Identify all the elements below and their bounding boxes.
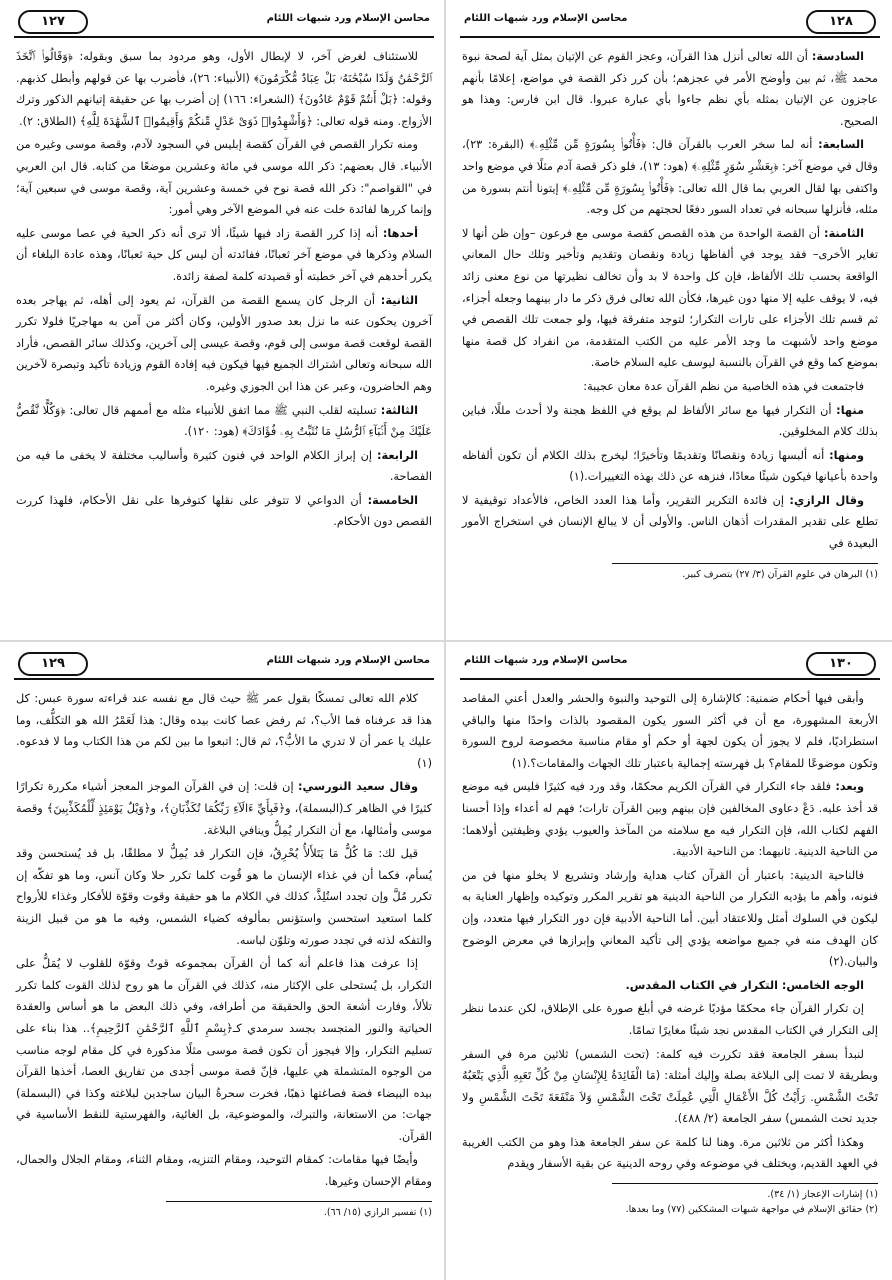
horizontal-divider [0,640,892,642]
paragraph-label: السابعة: [818,138,864,152]
paragraph-label: الخامسة: [367,493,418,507]
paragraph-label: ومنها: [829,448,864,462]
paragraph-label: الثامنة: [824,226,864,240]
running-head-title: محاسن الإسلام ورد شبهات اللئام [464,655,628,666]
paragraph-text: إن فائدة التكرير التقرير، وأما هذا العدد الخاص، فالأعداد توقيفية لا تطلع على تقدير المقدرات أذهان الناس. والأولى أن لا يبالغ الإنسان في استخراج الأمور البعيدة في [462,493,878,551]
page-127 [6,6,442,638]
paragraph [462,776,878,862]
page-number-badge: ١٣٠ [806,652,876,676]
paragraph-text: لنبدأ بسفر الجامعة فقد تكررت فيه كلمة: (تحت الشمس) ثلاثين مرة في السفر وبطريقة لا تمت إلى البلاغة بصلة وإليك أمثلة: (مَا الْفَائِدَةُ لِلإِنْسَانِ مِنْ كُلِّ تَعَبِهِ الَّذِي يَتْعَبُهُ تَحْتَ الشَّمْسِ. رَأَيْتُ كُلَّ الأَعْمَالِ الَّتِي عُمِلَتْ تَحْتَ الشَّمْسِ وَلاَ مَنْفَعَةَ تَحْتَ الشَّمْسِ ولا جديد تحت الشمس) سفر الجامعة (٢/ ٤٨٨). [462,1047,878,1126]
paragraph [16,400,432,443]
footnote-divider [612,1183,878,1184]
footnote: (١) تفسير الرازي (١٥/ ٦٦). [323,1206,432,1218]
page-130 [452,648,888,1280]
paragraph-text: فالناحية الدينية: باعتبار أن القرآن كتاب هداية وإرشاد وتشريع لا يخلو منها فن من فنونه، وأهم ما يؤديه التكرار من الناحية الدينية هو تقرير المكرر وتوكيده وإظهار العناية به ليكون في السلوك أمثل وللاعتقاد أبين. أما الناحية الأدبية فإن دور التكرار فيها متعدد، وإن كان الهدف منه في جميع مواضعه يؤدي إلى تأكيد المعاني وإبرازها في معرض الوضوح والبيان.(٢) [462,868,878,969]
page-header [14,10,434,38]
paragraph-label: السادسة: [811,50,864,63]
paragraph-label: وقال الرازي: [789,493,864,507]
paragraph-label: الثانية: [380,293,418,307]
page-128 [452,6,888,638]
running-head-title: محاسن الإسلام ورد شبهات اللئام [266,13,430,24]
paragraph [462,445,878,488]
paragraph [16,490,432,533]
paragraph-text: ومنه تكرار القصص في القرآن كقصة إبليس في السجود لآدم، وقصة موسى وغيره من الأنبياء. قال بعضهم: ذكر الله موسى في مائة وعشرين موضعًا من كتابه. قال ابن العربي في "القواصم": ذكر الله قصة نوح في خمسة وعشرين آية، وقصة موسى في سبعين آية؛ وإنما كررها لفائدة خلت عنه في الموضع الآخر وهي أمور: [16,138,432,217]
page-body [16,46,432,533]
paragraph [462,688,878,774]
paragraph [462,1132,878,1175]
footnote: (١) البرهان في علوم القرآن (٣/ ٢٧) بتصرف كبير. [682,568,878,580]
paragraph [462,400,878,443]
paragraph-text: تسليته لقلب النبي ﷺ مما اتفق للأنبياء مثله مع أممهم قال تعالى: ﴿وَكُلًّا نَّقُصُّ عَلَيْكَ مِنْ أَنۢبَآءِ ٱلرُّسُلِ مَا نُثَبِّتُ بِهِۦ فُؤَادَكَ﴾ (هود: ١٢٠). [16,403,432,439]
paragraph-text: للاستئناف لغرض آخر، لا لإبطال الأول، وهو مردود بما سبق وبقوله: ﴿وَقَالُوا۟ ٱتَّخَذَ ٱلرَّحْمَٰنُ وَلَدًا سُبْحَٰنَهُۥ بَلْ عِبَادٌ مُّكْرَمُونَ﴾ (الأنبياء: ٢٦)، فأضرب بها عن قولهم وأبطل كذبهم. وقوله: ﴿بَلْ أَنتُمْ قَوْمٌ عَادُونَ﴾ (الشعراء: ١٦٦) إن أضرب بها عن حقيقة إتيانهم الذكور وترك الأزواج. ومنه قوله تعالى: ﴿وَأَشْهِدُوا۟ ذَوَىْ عَدْلٍ مِّنكُمْ وَأَقِيمُوا۟ ٱلشَّهَٰدَةَ لِلَّهِ﴾ (الطلاق: ٢). [16,50,432,128]
paragraph [462,975,878,997]
paragraph-text: أنه لما سخر العرب بالقرآن قال: ﴿فَأْتُوا۟ بِسُورَةٍ مِّن مِّثْلِهِۦ﴾ (البقرة: ٢٣)، وقال في موضع آخر: ﴿بِعَشْرِ سُوَرٍ مِّثْلِهِۦ﴾ (هود: ١٣)، فلو ذكر قصة آدم مثلًا في موضع واحد واكتفى بها لقال العربي بما قال الله تعالى: ﴿فَأْتُوا۟ بِسُورَةٍ مِّن مِّثْلِهِۦ﴾ إيتونا أنتم بسورة من مثله، فأنزلها سبحانه في تعداد السور دفعًا لحجتهم من كل وجه. [462,138,878,217]
footnote-divider [612,563,878,564]
paragraph-label: وقال سعيد النورسي: [298,780,418,794]
paragraph [462,865,878,973]
paragraph [462,1044,878,1130]
paragraph-text: إن إبراز الكلام الواحد في فنون كثيرة وأساليب مختلفة لا يخفى ما فيه من الفصاحة. [16,448,432,484]
paragraph-text: وأيضًا فيها مقامات: كمقام التوحيد، ومقام التنزيه، ومقام الثناء، ومقام الجلال والجمال، ومقام الإحسان وغيرها. [16,1153,432,1189]
footnote: (٢) حقائق الإسلام في مواجهة شبهات المشككين (٧٧) وما بعدها. [625,1204,878,1216]
paragraph-text: فلقد جاء التكرار في القرآن الكريم محكمًا، وقد ورد فيه كثيرًا فليس فيه موضع قد أخذ عليه. دَعْ دعاوى المخالفين فإن بينهم وبين القرآن تارات؛ فهم له أعداء وإذا أحسنا الفهم لكتاب الله، فإن التكرار فيه مع سلامته من المآخذ والعيوب يؤدي وظيفتين أولاهما: من الناحية الدينية. ثانيهما: من الناحية الأدبية. [462,780,878,859]
paragraph [16,688,432,774]
paragraph-text: فاجتمعت في هذه الخاصية من نظم القرآن عدة معان عجيبة: [583,379,864,393]
page-129 [6,648,442,1280]
paragraph-label: أحدها: [382,226,418,240]
paragraph-text: وهكذا أكثر من ثلاثين مرة. وهنا لنا كلمة عن سفر الجامعة هذا وهو من الكتب الغريبة في العهد القديم، ويختلف في موضوعه وفي روحه الدينية عن بقية الأسفار ويقدم [462,1135,878,1171]
paragraph-text: إن تكرار القرآن جاء محكمًا مؤديًا غرضه في أبلغ صورة على الإطلاق، لكن عندما ننظر إلى التكرار في الكتاب المقدس نجد شيئًا مغايرًا تمامًا. [462,1002,878,1037]
page-number-badge: ١٢٩ [18,652,88,676]
page-number-badge: ١٢٨ [806,10,876,34]
page-body [462,46,878,555]
paragraph-text: أنه إذا كرر القصة زاد فيها شيئًا، ألا ترى أنه ذكر الحية في عصا موسى عليه السلام وذكرها في موضع آخر ثعبانًا، ففائدته أن ليس كل حية ثعبانًا، وهذه عادة البلغاء أن يكرر أحدهم في آخر خطبته أو قصيدته كلمة لصفة زائدة. [16,226,432,283]
paragraph [16,223,432,288]
page-header [460,652,880,680]
paragraph-text: أن القصة الواحدة من هذه القصص كقصة موسى مع فرعون –وإن ظن أنها لا تغاير الأخرى– فقد يوجد في ألفاظها زيادة ونقصان وتقديم وتأخير وتلك حال المعاني الواقعة بحسب تلك الألفاظ، فإن كل واحدة لا بد وأن تخالف نظيرتها من نوع معنى زائد فيه، لا يوقف عليه إلا منها دون غيرها، فكأن الله تعالى فرق ذكر ما دار بينهما وجعله أجزاء، ثم قسم تلك الأجزاء على تارات التكرار؛ لتوجد متفرقة فيها، ولو جمعت تلك القصص في موضع واحد لأشبهت ما وجد الأمر عليه من الكتب المتقدمة، من انفراد كل قصة منها بموضع كما وقع في القرآن بالنسبة ليوسف عليه السلام خاصة. [462,226,878,370]
paragraph-text: أن الرجل كان يسمع القصة من القرآن، ثم يعود إلى أهله، ثم يهاجر بعده آخرون يحكون عنه ما نزل بعد صدور الأولين، وكان أكثر من آمن به مهاجريًا فلولا تكرر القصة لوقعت قصة موسى إلى قوم، وقصة عيسى إلى آخرين، وكذلك سائر القصص، فأراد الله سبحانه وتعالى اشتراك الجميع فيها فيكون فيه إفادة القوم وزيادة تأكيد وتبصرة لآخرين وهم الحاضرون، وعبر عن هذا ابن الجوزي وغيره. [16,293,432,393]
paragraph [16,46,432,132]
paragraph [16,953,432,1147]
paragraph-text: وأبقى فيها أحكام ضمنية: كالإشارة إلى التوحيد والنبوة والحشر والعدل أعني المقاصد الأربعة المشهورة، مع أن في أكثر السور يكون المقصود بالذات واحدًا منها والباقي استطراديًا، فلم لا يجوز أن يكون لجهة أو حكم أو مقام مناسبة مخصوصة لروح السورة وتكون موضوعًا للمقام؟ بل فهرسته إجمالية باعتبار تلك الجهات والمقامات؟.(١) [462,692,878,770]
paragraph [16,1149,432,1192]
paragraph [16,843,432,951]
paragraph-text: إن قلت: إن في القرآن الموجز المعجز أشياء مكررة تكرارًا كثيرًا في الظاهر كـ(البسملة)، و﴿فَبِأَيِّ ءَالَآءِ رَبِّكُمَا تُكَذِّبَانِ﴾، و﴿وَيْلٌ يَوْمَئِذٍ لِّلْمُكَذِّبِينَ﴾ وقصة موسى وأمثالها، مع أن التكرار يُمِلُّ وينافي البلاغة. [16,780,432,837]
paragraph [16,445,432,488]
page-body [462,688,878,1175]
paragraph [462,376,878,398]
paragraph-label: منها: [836,403,864,417]
page-header [14,652,434,680]
footnote-divider [166,1201,432,1202]
paragraph-text: أنه ألبسها زيادة ونقصانًا وتقديمًا وتأخيرًا؛ ليخرج بذلك الكلام أن تكون ألفاظه واحدة بأعيانها فيكون شيئًا معادًا، فنزهه عن ذلك بهذه التغييرات.(١) [462,448,878,484]
running-head-title: محاسن الإسلام ورد شبهات اللئام [266,655,430,666]
paragraph-text: قيل لك: مَا كُلُّ مَا يَتَلأَلأُ يُحْرِقُ، فإن التكرار قد يُمِلُّ لا مطلقًا، بل قد يُستحسن وقد يُسأم، فكما أن في غذاء الإنسان ما هو قُوت كلما تكرر حلا وكان آنس، وما هو تفكّه إن تكرر مُلَّ وإن تجدد استُلِذَّ، كذلك في الكلام ما هو حقيقة وقوت وقوّة للأفكار وغذاء للأرواح كلما استعيد استحسن واستؤنس بمألوفه كضياء الشمس، وفيه ما هو من قبيل الزينة والتفكه لذته في تجدد صورته وتلوّن لباسه. [16,847,432,947]
paragraph [462,46,878,132]
paragraph [462,998,878,1041]
paragraph [16,134,432,220]
paragraph [462,134,878,220]
running-head-title: محاسن الإسلام ورد شبهات اللئام [464,13,628,24]
paragraph [462,223,878,374]
paragraph-text: إذا عرفت هذا فاعلم أنه كما أن القرآن بمجموعه قوتٌ وقوّة للقلوب لا يُمَلُّ على التكرار، بل يُستحلى على الإكثار منه، كذلك في القرآن ما هو روح لذلك القوت كلما تكرر تلألأ، وفارت أشعة الحق والحقيقة من أطرافه، وفي ذلك البعض ما هو أساس والعقدة الحياتية والنور المتجسد بجسد سرمدي كـ﴿بِسْمِ ٱللَّهِ ٱلرَّحْمَٰنِ ٱلرَّحِيمِ﴾.. هذا بناء على تسليم التكرار، وإلا فيجوز أن تكون قصة موسى مثلًا مذكورة في كل مقام لوجه مناسب من الوجوه المتشملة هي عليها، فإنّ قصة موسى أجدى من تفاريق العصا، أخذها القرآن بيده البيضاء فضة فصاغتها ذهبًا، فخرت سحرةُ البيان ساجدين لبلاغته وكذا في (البسملة) جهات: من الاستعانة، والتبرك، والموضوعية، بل الغائية، والفهرستية للنقط الأساسية في القرآن. [16,957,432,1143]
paragraph-text: أن الله تعالى أنزل هذا القرآن، وعجز القوم عن الإتيان بمثل آية لصحة نبوة محمد ﷺ، ثم بين وأوضح الأمر في عجزهم؛ بأن كرر ذكر القصة في مواضع، إعلامًا بأنهم عاجزون عن الإتيان بمثله بأي نظم جاءوا بأي عبارة عبروا. قال ابن فارس: وهذا هو الصحيح. [462,50,878,128]
paragraph-label: الرابعة: [376,448,418,462]
paragraph-text: كلام الله تعالى تمسكًا بقول عمر ﷺ حيث قال مع نفسه عند قراءته سورة عبس: كل هذا قد عرفناه فما الأب؟، ثم رفض عصا كانت بيده وقال: هذا لَعَمْرُ الله هو التكلُّف، وما عليك يا عمر أن لا تدري ما الأبُّ؟، ثم قال: اتبعوا ما بين لكم من هذا الكتاب وما لا فدعوه.(١) [16,692,432,770]
paragraph [16,776,432,841]
paragraph-label: الوجه الخامس: التكرار في الكتاب المقدس. [625,978,864,992]
paragraph [462,490,878,555]
page-header [460,10,880,38]
paragraph [16,290,432,398]
paragraph-text: أن الدواعي لا تتوفر على نقلها كتوفرها على نقل الأحكام، فلهذا كررت القصص دون الأحكام. [16,493,432,529]
page-number-badge: ١٢٧ [18,10,88,34]
paragraph-label: وبعد: [835,780,864,794]
paragraph-text: أن التكرار فيها مع سائر الألفاظ لم يوقع في اللفظ هجنة ولا أحدث مللًا، فباين بذلك كلام المخلوقين. [462,403,878,439]
paragraph-label: الثالثة: [380,403,418,417]
footnote: (١) إشارات الإعجاز (١/ ٣٤). [767,1189,878,1201]
page-body [16,688,432,1193]
